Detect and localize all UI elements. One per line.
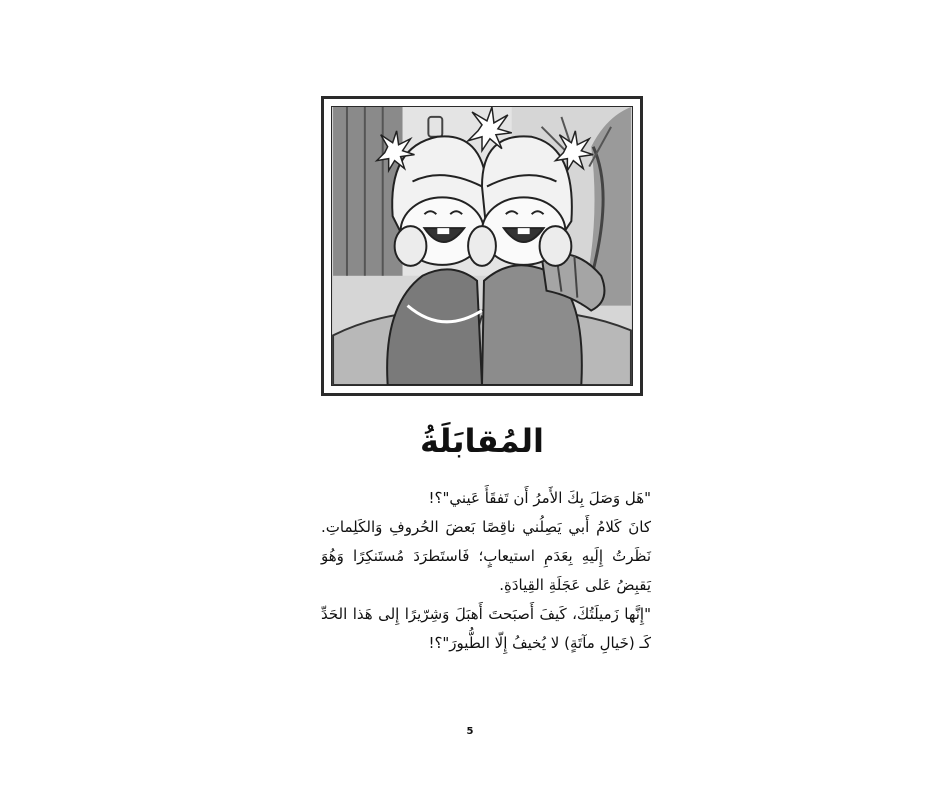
- paragraph: كانَ كَلامُ أَبي يَصِلُني ناقِصًا بَعضَ الحُروفِ وَالكَلِماتِ. نَظَرتُ إِلَيهِ بِعَدَمِ استيعابٍ؛ فَاستَطرَدَ مُستَنكِرًا وَهُوَ يَقبِضُ عَلى عَجَلَةِ القِيادَةِ.: [321, 518, 651, 594]
- body-text: [321, 484, 651, 658]
- paragraph: "إِنَّها زَميلَتُكَ، كَيفَ أَصبَحتَ أَهبَلَ وَشِرّيرًا إِلى هَذا الحَدِّ كَـ (خَيالِ مآتَةٍ) لا يُخيفُ إِلّا الطُّيورَ"؟!: [321, 605, 651, 652]
- paragraph: "هَل وَصَلَ بِكَ الأَمرُ أَن تَفقَأَ عَيني"؟!: [428, 489, 651, 507]
- page-number: 5: [466, 726, 474, 737]
- illustration-frame: [321, 96, 643, 396]
- chapter-title: المُقابَلَةُ: [420, 422, 544, 460]
- illustration-drawing: [332, 107, 632, 385]
- illustration: [331, 106, 633, 386]
